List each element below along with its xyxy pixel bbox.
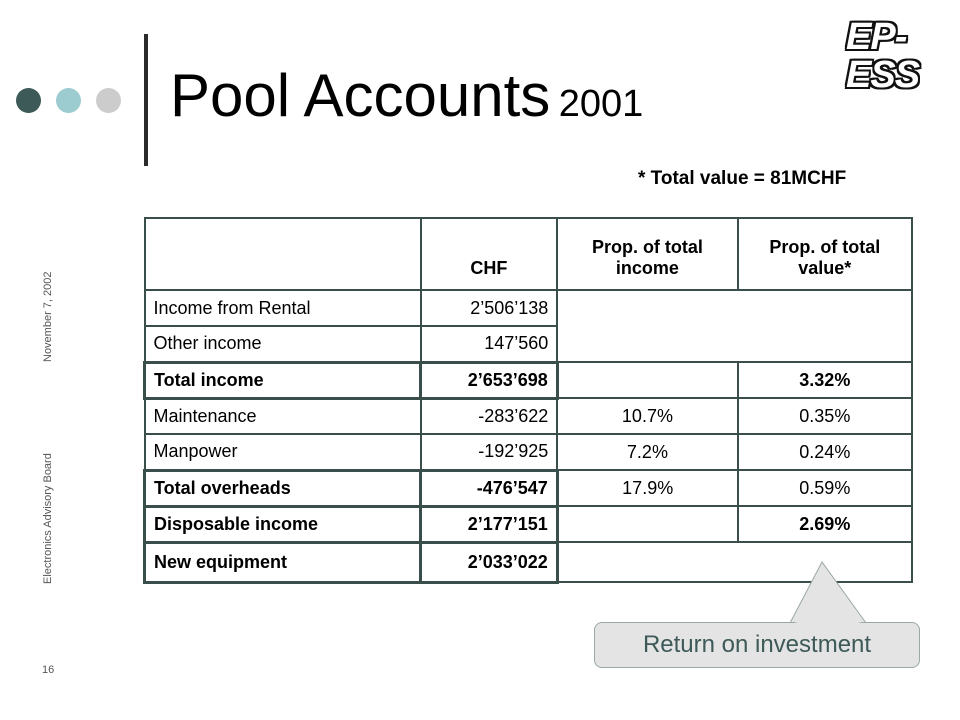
row-chf: 2’033’022 [421,542,558,582]
header-prop-income: Prop. of total income [557,218,737,290]
row-chf: -283’622 [421,398,558,434]
row-chf: 147’560 [421,326,558,362]
row-prop-value: 0.35% [738,398,912,434]
row-label: Income from Rental [145,290,421,326]
return-on-investment-callout: Return on investment [594,622,920,668]
total-value-note: * Total value = 81MCHF [638,168,847,189]
header-prop-value: Prop. of total value* [738,218,912,290]
row-label: Other income [145,326,421,362]
row-label: Maintenance [145,398,421,434]
row-label: New equipment [145,542,421,582]
side-date: November 7, 2002 [42,271,54,362]
header-chf: CHF [421,218,558,290]
title-main: Pool Accounts [170,62,551,129]
ep-ess-logo: EP-ESS [846,16,920,96]
row-prop-value: 0.24% [738,434,912,470]
row-prop-income: 10.7% [557,398,737,434]
row-prop-value: 3.32% [738,362,912,398]
row-chf: 2’653’698 [421,362,558,398]
row-chf: 2’506’138 [421,290,558,326]
row-chf: 2’177’151 [421,506,558,542]
row-prop-value: 2.69% [738,506,912,542]
title-year: 2001 [558,83,644,125]
row-label: Disposable income [145,506,421,542]
page-number: 16 [42,664,55,676]
row-chf: -476’547 [421,470,558,506]
row-prop-income: 7.2% [557,434,737,470]
side-board-name: Electronics Advisory Board [42,453,54,584]
row-prop-value: 0.59% [738,470,912,506]
row-label: Total overheads [145,470,421,506]
row-label: Manpower [145,434,421,470]
row-prop-income: 17.9% [557,470,737,506]
row-chf: -192’925 [421,434,558,470]
row-label: Total income [145,362,421,398]
